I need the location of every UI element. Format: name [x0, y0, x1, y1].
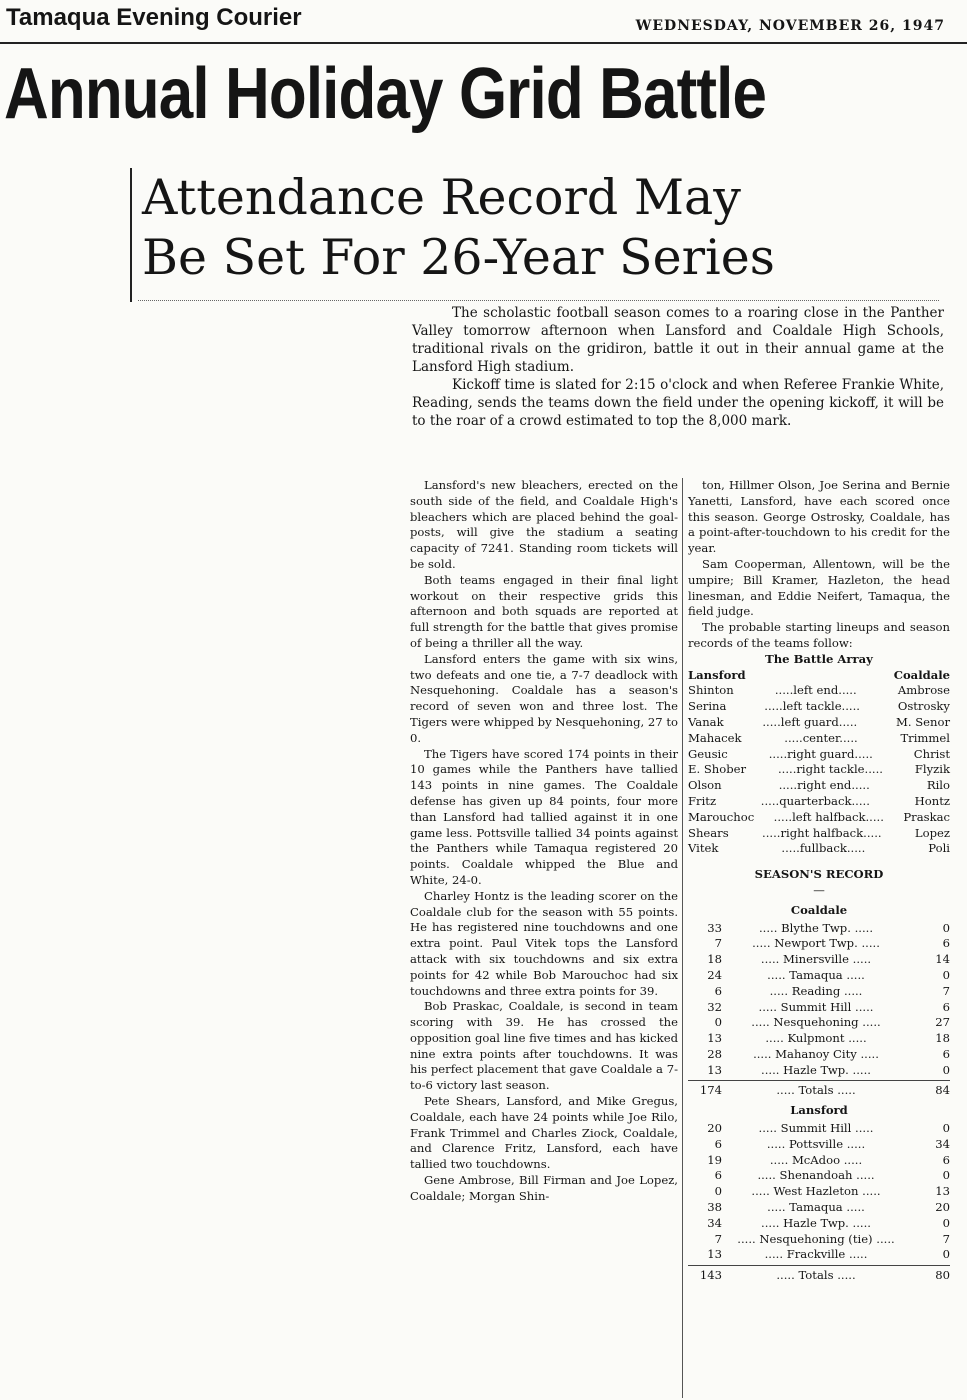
subhead-bar [130, 168, 132, 302]
record-row [688, 1232, 950, 1248]
record-row [688, 1031, 950, 1047]
headline: Annual Holiday Grid Battle [4, 54, 767, 134]
record-row [688, 1216, 950, 1232]
lineup-left-player: E. Shober [688, 762, 747, 777]
divider: — [813, 882, 825, 897]
paragraph: Pete Shears, Lansford, and Mike Gregus, Coaldale, each have 24 points while Joe Rilo, Frank Trimmel and Charles Ziock, Coaldale, and Clarence Fritz, Lansford, each have tallied two touchdowns. [410, 1094, 678, 1172]
record-team-score: 20 [707, 1121, 722, 1136]
lineup-row [688, 747, 950, 763]
record-opponent-score: 0 [942, 1215, 950, 1230]
record-opponent: ..... Hazle Twp. ..... [761, 1062, 871, 1077]
record-opponent-score: 27 [935, 1015, 950, 1030]
record-opponent-score: 6 [942, 1152, 950, 1167]
record-team-score: 0 [714, 1015, 722, 1030]
lineup-position: .....left end..... [774, 683, 857, 698]
paragraph: ton, Hillmer Olson, Joe Serina and Bernie Yanetti, Lansford, have each scored once this season. George Ostrosky, Coaldale, has a point-after-touchdown to his credit for the year. [688, 478, 950, 556]
record-team-name: Lansford [790, 1103, 848, 1118]
record-opponent-score: 6 [942, 1046, 950, 1061]
record-team-score: 13 [707, 1062, 722, 1077]
record-row [688, 1153, 950, 1169]
record-opponent: ..... Tamaqua ..... [767, 967, 865, 982]
record-opponent-score: 0 [942, 1062, 950, 1077]
lead-paragraphs [412, 304, 944, 430]
paragraph: The probable starting lineups and season records of the teams follow: [688, 620, 950, 650]
subhead [142, 168, 775, 288]
record-opponent-score: 7 [942, 983, 950, 998]
lineup-left-player: Shinton [688, 683, 734, 698]
record-row [688, 1137, 950, 1153]
paragraph: Both teams engaged in their final light workout on their respective grids this afternoon and both squads are reported at full strength for the battle that gives promise of being a thriller all the way. [410, 572, 678, 650]
record-opponent: ..... West Hazleton ..... [751, 1184, 881, 1199]
season-record-title: SEASON'S RECORD [754, 867, 884, 882]
lineup-right-player: Hontz [914, 793, 950, 808]
lineup-right-player: Lopez [914, 825, 950, 840]
record-team-score: 34 [707, 1215, 722, 1230]
record-opponent: ..... Nesquehoning ..... [751, 1015, 881, 1030]
record-opponent: ..... Mahanoy City ..... [753, 1046, 879, 1061]
lineup-right-player: M. Senor [895, 714, 950, 729]
record-opponent: ..... Reading ..... [769, 983, 863, 998]
lineup-row [688, 794, 950, 810]
lineup-row [688, 683, 950, 699]
record-total-team: 174 [699, 1083, 722, 1098]
record-total-opp: 80 [935, 1268, 950, 1283]
record-row [688, 1184, 950, 1200]
record-opponent-score: 0 [942, 1247, 950, 1262]
record-team-score: 6 [714, 983, 722, 998]
record-opponent-score: 0 [942, 967, 950, 982]
record-opponent-score: 20 [935, 1200, 950, 1215]
record-row [688, 952, 950, 968]
lineup-right-player: Ambrose [897, 683, 950, 698]
record-opponent: ..... Kulpmont ..... [765, 1031, 867, 1046]
lineup-left-player: Fritz [688, 793, 717, 808]
record-opponent: ..... Hazle Twp. ..... [761, 1215, 871, 1230]
record-opponent-score: 6 [942, 936, 950, 951]
lead-paragraph-1: The scholastic football season comes to a roaring close in the Panther Valley tomorrow afternoon when Lansford and Coaldale High Schools, traditional rivals on the gridiron, battle it out in their annual game at the Lansford High stadium. [412, 305, 944, 375]
record-team-score: 6 [714, 1136, 722, 1151]
record-team-score: 7 [714, 936, 722, 951]
record-team-score: 13 [707, 1031, 722, 1046]
record-team-score: 24 [707, 967, 722, 982]
record-opponent: ..... Shenandoah ..... [757, 1168, 875, 1183]
lineup-right-player: Trimmel [900, 730, 950, 745]
lineup-position: .....left guard..... [762, 714, 858, 729]
record-opponent: ..... Summit Hill ..... [758, 999, 874, 1014]
record-opponent-score: 0 [942, 1121, 950, 1136]
lineup-left-player: Geusic [688, 746, 728, 761]
record-team-score: 13 [707, 1247, 722, 1262]
record-team-score: 32 [707, 999, 722, 1014]
record-row [688, 968, 950, 984]
record-total-opp: 84 [935, 1083, 950, 1098]
lineup-row [688, 715, 950, 731]
record-opponent-score: 14 [935, 952, 950, 967]
lineup-left-player: Vitek [688, 841, 719, 856]
lineup-right-player: Ostrosky [897, 699, 950, 714]
record-total-rule [688, 1080, 950, 1081]
record-opponent: ..... Minersville ..... [760, 952, 872, 967]
column-rule [682, 478, 683, 1398]
paragraph: Bob Praskac, Coaldale, is second in team scoring with 39. He has crossed the opposition goal line five times and has kicked nine extra points after touchdowns. It was his perfect placement that gave Coaldale a 7-to-6 victory last season. [410, 999, 678, 1093]
lineup-left-player: Mahacek [688, 730, 742, 745]
lineup-position: .....center..... [784, 730, 858, 745]
lineup-row [688, 699, 950, 715]
lineup-position: .....quarterback..... [760, 793, 870, 808]
lineup-row [688, 762, 950, 778]
record-team-score: 18 [707, 952, 722, 967]
record-team-score: 0 [714, 1184, 722, 1199]
subhead-line-2: Be Set For 26-Year Series [142, 229, 775, 286]
record-row [688, 1047, 950, 1063]
subhead-line-1: Attendance Record May [142, 169, 741, 226]
lineup-row [688, 841, 950, 857]
season-record-table [688, 903, 950, 1284]
record-opponent-score: 6 [942, 999, 950, 1014]
record-total-rule [688, 1265, 950, 1266]
lineup-row [688, 826, 950, 842]
lineup-left-player: Shears [688, 825, 729, 840]
lineup-right-player: Christ [913, 746, 950, 761]
record-row [688, 936, 950, 952]
record-total-row [688, 1083, 950, 1099]
record-team-name: Coaldale [790, 902, 848, 917]
lineup-right-player: Flyzik [914, 762, 950, 777]
record-row [688, 1015, 950, 1031]
masthead: Tamaqua Evening Courier [6, 4, 302, 31]
record-team-score: 6 [714, 1168, 722, 1183]
lineup-position: .....right halfback..... [762, 825, 882, 840]
record-opponent: ..... Nesquehoning (tie) ..... [737, 1231, 895, 1246]
record-row [688, 1247, 950, 1263]
record-team-score: 7 [714, 1231, 722, 1246]
lineup-position: .....left tackle..... [764, 699, 860, 714]
record-opponent-score: 13 [935, 1184, 950, 1199]
record-opponent: ..... Frackville ..... [764, 1247, 868, 1262]
lineup-left-player: Marouchoc [688, 809, 755, 824]
record-team-score: 28 [707, 1046, 722, 1061]
lineup-row [688, 810, 950, 826]
record-total-team: 143 [699, 1268, 722, 1283]
record-row [688, 921, 950, 937]
record-opponent: ..... Summit Hill ..... [758, 1121, 874, 1136]
lineup-header [688, 668, 950, 684]
paragraph: Lansford's new bleachers, erected on the south side of the field, and Coaldale High's bleachers which are placed behind the goal-posts, will give the stadium a seating capacity of 7241. Standing room tickets will be sold. [410, 478, 678, 571]
lineup-position: .....left halfback..... [773, 809, 884, 824]
lineup-position: .....right end..... [778, 778, 870, 793]
record-opponent: ..... McAdoo ..... [769, 1152, 863, 1167]
record-team-score: 33 [707, 920, 722, 935]
lineup-right-player: Poli [928, 841, 950, 856]
record-row [688, 984, 950, 1000]
paragraph: Lansford enters the game with six wins, two defeats and one tie, a 7-7 deadlock with Nesquehoning. Coaldale has a season's record of seven won and three lost. The Tigers were whipped by Nesquehoning, 27 to 0. [410, 651, 679, 745]
record-row [688, 1121, 950, 1137]
lead-paragraph-2: Kickoff time is slated for 2:15 o'clock and when Referee Frankie White, Reading, sends the teams down the field under the opening kickoff, it will be to the roar of a crowd estimated to top the 8,000 mark. [412, 377, 944, 429]
lineup-position: .....right guard..... [768, 746, 873, 761]
record-opponent-score: 0 [942, 920, 950, 935]
record-row [688, 1063, 950, 1079]
record-opponent-score: 18 [935, 1031, 950, 1046]
record-opponent-score: 0 [942, 1168, 950, 1183]
lineup-table [688, 683, 950, 857]
lineup-row [688, 731, 950, 747]
dateline: WEDNESDAY, NOVEMBER 26, 1947 [635, 18, 945, 34]
column-right [688, 478, 950, 1284]
lineup-left-player: Serina [688, 699, 727, 714]
record-total-row [688, 1268, 950, 1284]
lineup-left-player: Vanak [688, 714, 724, 729]
lineup-left-player: Olson [688, 778, 722, 793]
record-total-label: ..... Totals ..... [776, 1268, 856, 1283]
record-opponent: ..... Tamaqua ..... [767, 1200, 865, 1215]
subhead-rule [138, 300, 939, 301]
record-row [688, 1168, 950, 1184]
record-opponent: ..... Newport Twp. ..... [752, 936, 880, 951]
record-team-score: 38 [707, 1200, 722, 1215]
record-total-label: ..... Totals ..... [776, 1083, 856, 1098]
lineup-right-player: Praskac [903, 809, 950, 824]
lineup-position: .....fullback..... [781, 841, 866, 856]
top-rule [0, 42, 967, 44]
lineup-right-team: Coaldale [893, 667, 950, 682]
record-row [688, 1000, 950, 1016]
paragraph: Charley Hontz is the leading scorer on the Coaldale club for the season with 55 points. He has registered nine touchdowns and one extra point. Paul Vitek tops the Lansford attack with six touchdowns and six extra points for 42 while Bob Marouchoc had six touchdowns and three extra points for 39. [410, 888, 678, 998]
column-left [410, 478, 678, 1205]
paragraph: Gene Ambrose, Bill Firman and Joe Lopez, Coaldale; Morgan Shin- [410, 1173, 678, 1203]
lineup-right-player: Rilo [926, 778, 950, 793]
lineup-row [688, 778, 950, 794]
battle-array-title: The Battle Array [765, 651, 873, 666]
paragraph: The Tigers have scored 174 points in their 10 games while the Panthers have tallied 143 points in nine games. The Coaldale defense has given up 84 points, four more than Lansford had tallied against it in one game less. Pottsville tallied 34 points against the Panthers while Tamaqua registered 20 points. Coaldale whipped the Blue and White, 24-0. [410, 746, 678, 887]
paragraph: Sam Cooperman, Allentown, will be the umpire; Bill Kramer, Hazleton, the head linesman, and Eddie Neifert, Tamaqua, the field judge. [688, 556, 950, 619]
record-opponent: ..... Blythe Twp. ..... [758, 920, 874, 935]
record-team-score: 19 [707, 1152, 722, 1167]
lineup-position: .....right tackle..... [777, 762, 883, 777]
lineup-left-team: Lansford [688, 667, 746, 682]
record-opponent: ..... Pottsville ..... [766, 1136, 866, 1151]
record-row [688, 1200, 950, 1216]
record-opponent-score: 7 [942, 1231, 950, 1246]
record-opponent-score: 34 [935, 1136, 950, 1151]
